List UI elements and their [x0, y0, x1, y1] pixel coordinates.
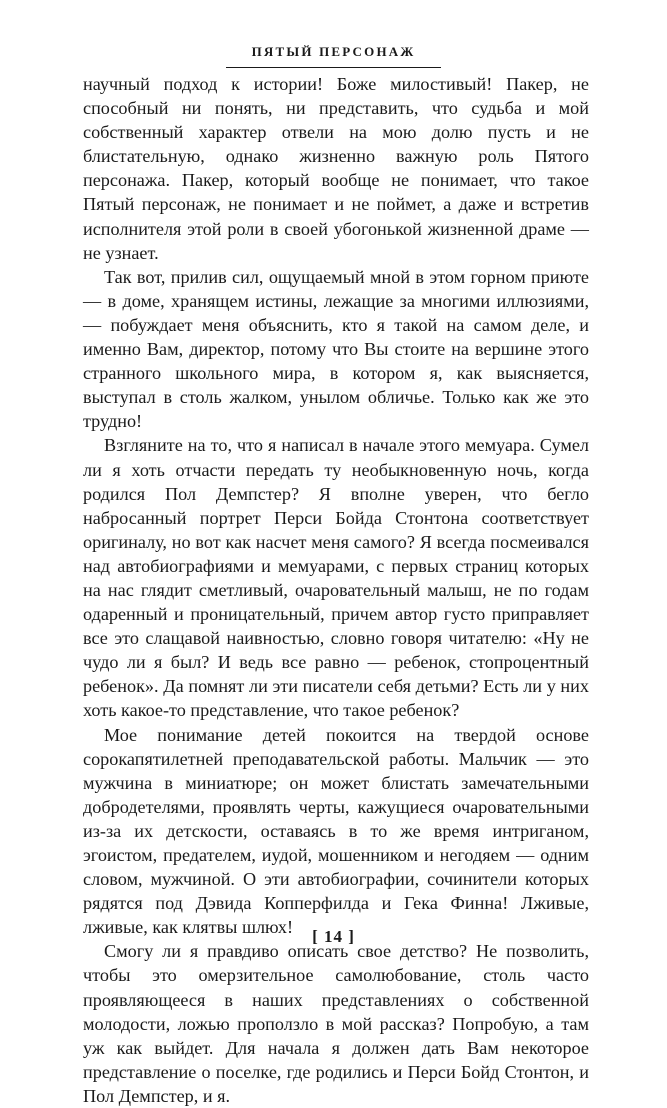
text-body	[83, 72, 589, 1108]
paragraph: Мое понимание детей покоится на твердой основе сорокапятилетней преподавательской работы. Мальчик — это мужчина в миниатюре; он может блистать замечательными добродетелями, проявлять черты, кажущиеся очаровательными из-за их детскости, оставаясь в то же время интриганом, эгоистом, предателем, иудой, мошенником и негодяем — одним словом, мужчиной. О эти автобиографии, сочинители которых рядятся под Дэвида Копперфилда и Гека Финна! Лживые, лживые, как клятвы шлюх!	[83, 724, 589, 938]
paragraph: Так вот, прилив сил, ощущаемый мной в этом горном приюте — в доме, хранящем истины, лежащие за многими иллюзиями, — побуждает меня объяснить, кто я такой на самом деле, и именно Вам, директор, потому что Вы стоите на вершине этого странного школьного мира, в котором я, как выясняется, выступал в столь жалком, унылом обличье. Только как же это трудно!	[83, 266, 589, 432]
running-head: ПЯТЫЙ ПЕРСОНАЖ	[251, 44, 416, 59]
page-number: [ 14 ]	[312, 927, 355, 946]
paragraph: Смогу ли я правдиво описать свое детство? Не позволить, чтобы это омерзительное самолюбование, столь часто проявляющееся в наших представлениях о собственной молодости, ложью проползло в мой рассказ? Попробую, а там уж как выйдет. Для начала я должен дать Вам некоторое представление о поселке, где родились и Перси Бойд Стонтон, и Пол Демпстер, и я.	[83, 941, 589, 1106]
running-head-rule	[226, 67, 441, 68]
paragraph: Взгляните на то, что я написал в начале этого мемуара. Сумел ли я хоть отчасти передать ту необыкновенную ночь, когда родился Пол Демпстер? Я вполне уверен, что бегло набросанный портрет Перси Бойда Стонтона соответствует оригиналу, но вот как насчет меня самого? Я всегда посмеивался над автобиографиями и мемуарами, с первых страниц которых на нас глядит сметливый, очаровательный малыш, не по годам одаренный и проницательный, причем автор густо приправляет все это слащавой наивностью, словно говоря читателю: «Ну не чудо ли я был? И ведь все равно — ребенок, стопроцентный ребенок». Да помнят ли эти писатели себя детьми? Есть ли у них хоть какое-то представление, что такое ребенок?	[83, 435, 589, 721]
paragraph-continued: научный подход к истории! Боже милостивый! Пакер, не способный ни понять, ни представить, что судьба и мой собственный характер отвели на мою долю пусть и не блистательную, однако жизненно важную роль Пятого персонажа. Пакер, который вообще не понимает, что такое Пятый персонаж, не понимает и не поймет, а даже и встретив исполнителя этой роли в своей убогонькой жизненной драме — не узнает.	[83, 74, 589, 263]
